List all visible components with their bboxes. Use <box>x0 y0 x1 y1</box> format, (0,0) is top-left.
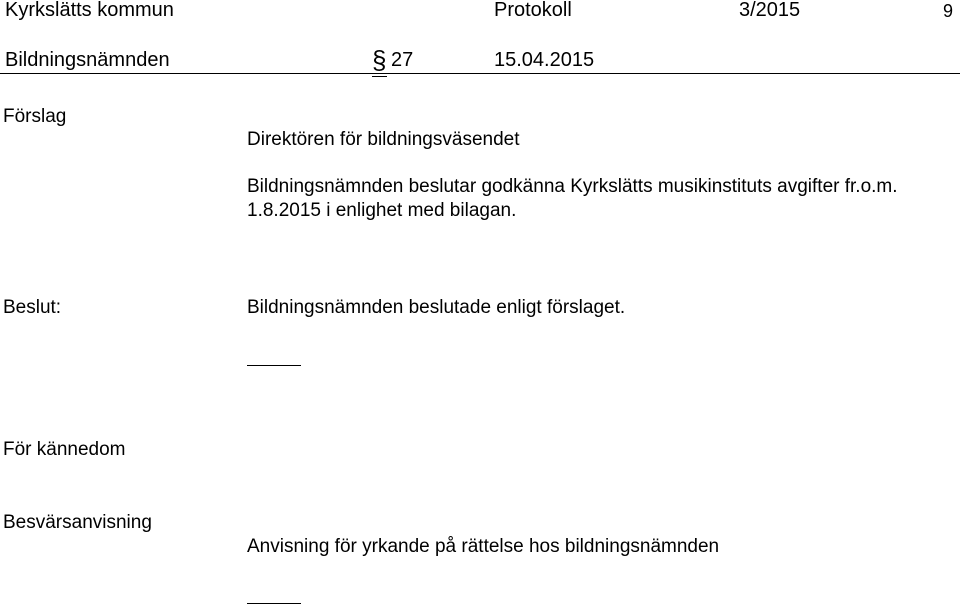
protocol-number: 3/2015 <box>739 0 801 21</box>
proposal-text-line1: Bildningsnämnden beslutar godkänna Kyrkslätts musikinstituts avgifter fr.o.m. <box>247 176 898 197</box>
section-symbol: § <box>372 45 387 75</box>
appeal-end-line <box>247 603 301 604</box>
committee-name: Bildningsnämnden <box>5 49 170 71</box>
proposal-text-line2: 1.8.2015 i enlighet med bilagan. <box>247 200 517 221</box>
decision-end-line <box>247 365 301 366</box>
decision-text: Bildningsnämnden beslutade enligt förslaget. <box>247 297 626 318</box>
meeting-date: 15.04.2015 <box>494 49 595 71</box>
besvarsanvisning-label: Besvärsanvisning <box>3 512 152 533</box>
section-symbol-underline <box>372 76 387 77</box>
page-number: 9 <box>943 1 954 21</box>
proposer: Direktören för bildningsväsendet <box>247 129 520 150</box>
document-type: Protokoll <box>494 0 572 21</box>
section-number: 27 <box>391 49 414 71</box>
municipality-name: Kyrkslätts kommun <box>5 0 174 21</box>
forslag-label: Förslag <box>3 106 67 127</box>
beslut-label: Beslut: <box>3 297 62 318</box>
header-rule <box>0 73 960 74</box>
appeal-instruction-text: Anvisning för yrkande på rättelse hos bildningsnämnden <box>247 536 720 557</box>
for-kannedom-label: För kännedom <box>3 439 126 460</box>
